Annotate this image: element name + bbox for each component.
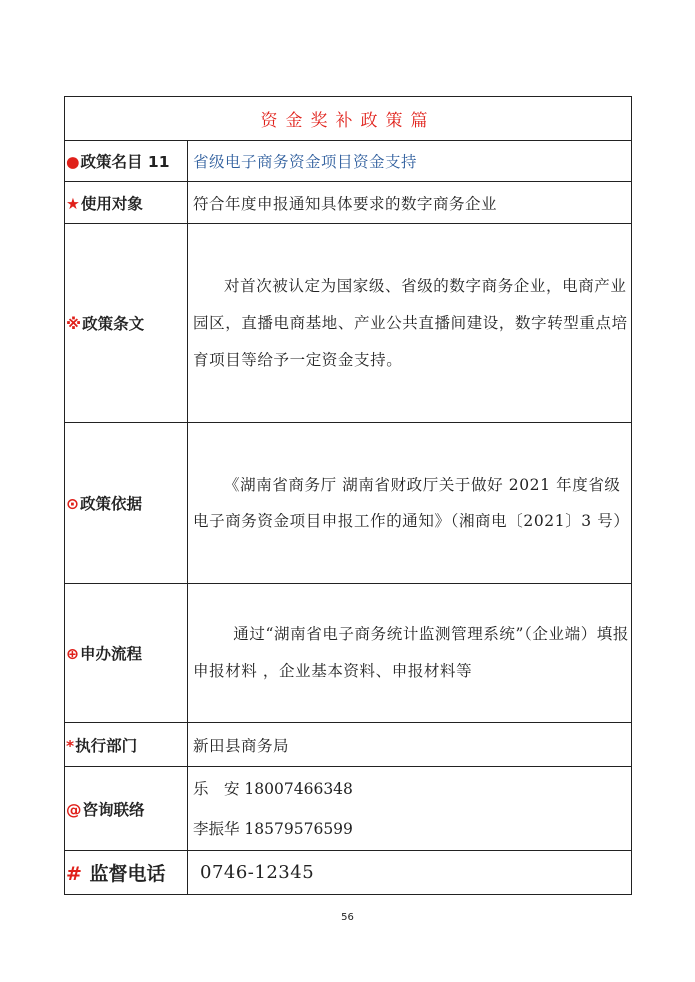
policy-name-value: 省级电子商务资金项目资金支持 <box>188 141 632 182</box>
section-title: 资金奖补政策篇 <box>65 97 632 141</box>
hotline-value: 0746-12345 <box>188 851 632 895</box>
reference-mark-icon: ※ <box>66 315 82 333</box>
circled-dot-icon: ⊙ <box>66 495 79 513</box>
process-value: 通过“湖南省电子商务统计监测管理系统”（企业端）填报申报材料 ，企业基本资料、申报材料等 <box>188 584 632 723</box>
page-number: 56 <box>341 912 354 923</box>
circled-plus-icon: ⊕ <box>66 645 79 663</box>
dept-value: 新田县商务局 <box>188 723 632 767</box>
basis-value: 《湖南省商务厅 湖南省财政厅关于做好 2021 年度省级电子商务资金项目申报工作的通知》（湘商电〔2021〕3 号） <box>188 423 632 584</box>
at-sign-icon: @ <box>66 800 82 819</box>
basis-label: ⊙政策依据 <box>65 423 188 584</box>
hash-icon: # <box>66 863 82 885</box>
circle-bullet-icon: ● <box>66 153 80 171</box>
asterisk-icon: * <box>66 736 75 755</box>
clause-label: ※政策条文 <box>65 224 188 423</box>
hotline-label: # 监督电话 <box>65 851 188 895</box>
contact-line: 乐 安 18007466348 <box>193 779 353 798</box>
contact-line: 李振华 18579576599 <box>193 819 353 838</box>
target-label: ★使用对象 <box>65 182 188 224</box>
policy-name-label: ●政策名目 11 <box>65 141 188 182</box>
policy-table <box>64 96 632 895</box>
dept-label: *执行部门 <box>65 723 188 767</box>
star-icon: ★ <box>66 194 80 213</box>
process-label: ⊕申办流程 <box>65 584 188 723</box>
contact-label: @咨询联络 <box>65 767 188 851</box>
clause-value: 对首次被认定为国家级、省级的数字商务企业，电商产业园区，直播电商基地、产业公共直播间建设，数字转型重点培育项目等给予一定资金支持。 <box>188 224 632 423</box>
target-value: 符合年度申报通知具体要求的数字商务企业 <box>188 182 632 224</box>
contact-value <box>188 767 632 851</box>
